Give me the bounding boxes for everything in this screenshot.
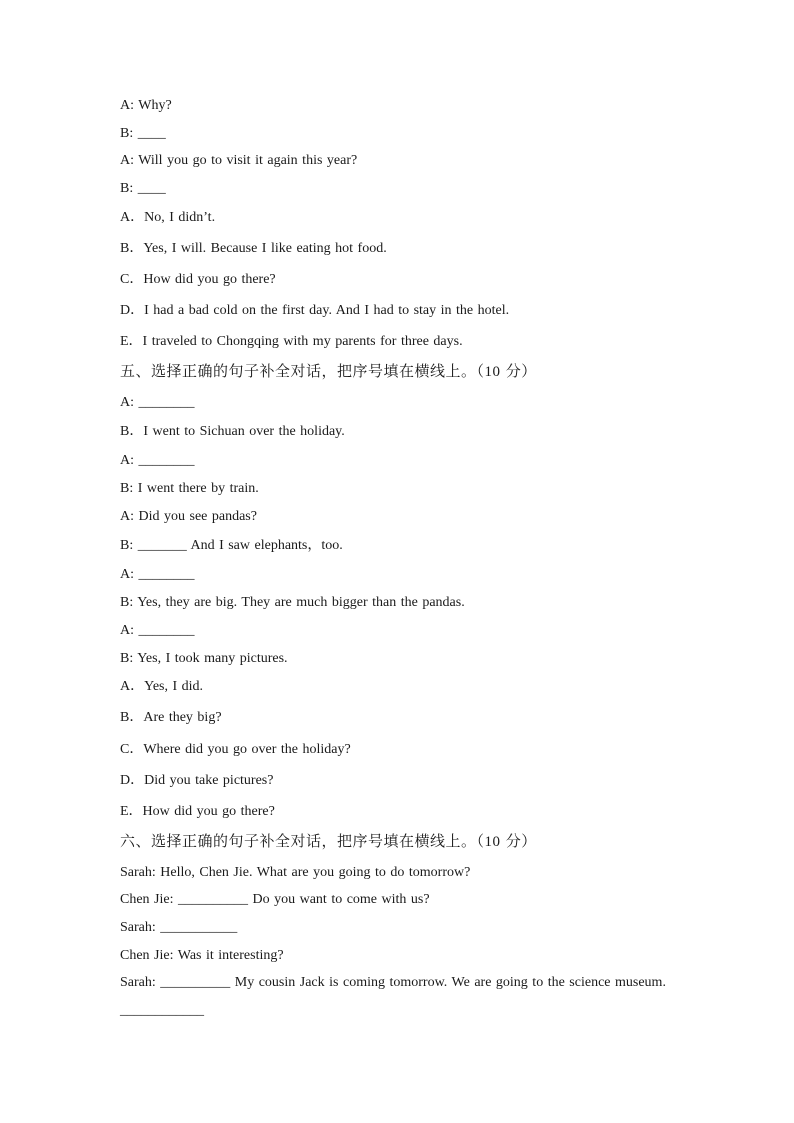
dialogue-line: B: I went there by train. (120, 481, 259, 496)
dialogue-line: A: Why? (120, 98, 172, 113)
dialogue-line: B: ____ (120, 181, 166, 196)
dialogue-line: A: ________ (120, 453, 195, 468)
option-line: B．Yes, I will. Because I like eating hot food. (120, 241, 387, 256)
option-line: D．I had a bad cold on the first day. And I had to stay in the hotel. (120, 303, 510, 318)
option-line: E．I traveled to Chongqing with my parents for three days. (120, 334, 463, 349)
dialogue-line: B．I went to Sichuan over the holiday. (120, 424, 345, 439)
dialogue-line: A: Will you go to visit it again this year? (120, 153, 358, 168)
section-heading: 五、选择正确的句子补全对话，把序号填在横线上。（10 分） (120, 364, 537, 380)
dialogue-line: Sarah: Hello, Chen Jie. What are you going to do tomorrow? (120, 865, 471, 880)
dialogue-line: Sarah: __________ My cousin Jack is coming tomorrow. We are going to the science museum. ____________ (120, 975, 666, 1018)
dialogue-line: A: ________ (120, 567, 195, 582)
option-line: C．How did you go there? (120, 272, 276, 287)
option-line: A．No, I didn’t. (120, 210, 216, 225)
dialogue-line: B: ____ (120, 126, 166, 141)
option-line: E．How did you go there? (120, 804, 275, 819)
section-heading: 六、选择正确的句子补全对话，把序号填在横线上。（10 分） (120, 834, 537, 850)
dialogue-line: B: _______ And I saw elephants，too. (120, 538, 343, 553)
option-line: D．Did you take pictures? (120, 773, 274, 788)
dialogue-line: A: ________ (120, 623, 195, 638)
dialogue-line: A: ________ (120, 395, 195, 410)
dialogue-line: B: Yes, they are big. They are much bigger than the pandas. (120, 595, 465, 610)
option-line: C．Where did you go over the holiday? (120, 742, 351, 757)
option-line: B．Are they big? (120, 710, 222, 725)
dialogue-line: Chen Jie: Was it interesting? (120, 948, 284, 963)
dialogue-line: B: Yes, I took many pictures. (120, 651, 288, 666)
dialogue-line: A: Did you see pandas? (120, 509, 257, 524)
dialogue-line: Chen Jie: __________ Do you want to come with us? (120, 892, 430, 907)
option-line: A．Yes, I did. (120, 679, 204, 694)
dialogue-line: Sarah: ___________ (120, 920, 238, 935)
